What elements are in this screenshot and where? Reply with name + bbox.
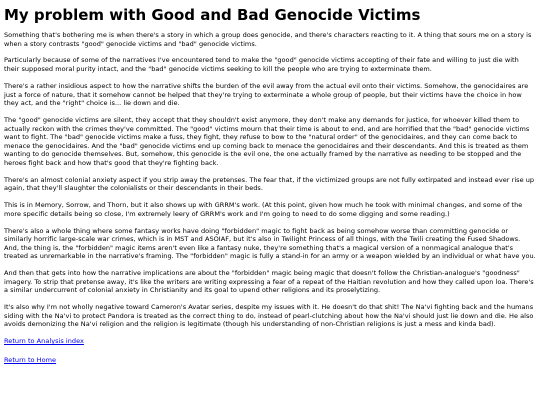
paragraph-8: And then that gets into how the narrative implications are about the "forbidden" magic being magic that doesn't follow the Christian-analogue's "goodness" imagery. To strip that pretense away, it's like the writers are writing expressing a fear of a repeat of the Haitian revolution and how they called upon loa. There's a similar undercurrent of colonial anxiety in Christianity and its goal to upend other religions and its proselytizing. (4, 269, 534, 295)
paragraph-3: There's a rather insidious aspect to how the narrative shifts the burden of the evil away from the actual evil onto their victims. Somehow, the genocidaires are just a force of nature, that it somehow cannot be helped that they're trying to exterminate a whole group of people, but their victims have the choice in how they act, and the "right" choice is... lie down and die. (4, 81, 529, 108)
page-title: My problem with Good and Bad Genocide Victims (4, 6, 421, 24)
paragraph-7: There's also a whole thing where some fantasy works have doing "forbidden" magic to fight back as being somehow worse than committing genocide or similarly horrific large-scale war crimes, which is in MST and ASOIAF, but it's also in Twilight Princess of all things, with the Twili creating the Fused Shadows. And, the thing is, the "forbidden" magic items aren't even like a fantasy nuke, they're something that's a magical version of a nonmagical analogue that's treated as unremarkable in the narrative's framing. The "forbidden" magic is fully a stand-in for an army or a weapon wielded by an individual or what have you. (4, 226, 536, 261)
analysis-link-container (4, 337, 536, 346)
paragraph-6: This is in Memory, Sorrow, and Thorn, but it also shows up with GRRM's work. (At this point, given how much he took with minimal changes, and some of the more specific details being so close, I'm extremely leery of GRRM's work and I'm going to need to do some digging and some reading.) (4, 201, 523, 218)
paragraph-2: Particularly because of some of the narratives I've encountered tend to make the "good" genocide victims accepting of their fate and willing to just die with their supposed moral purity intact, and the "bad" genocide victims seeking to kill the people who are trying to exterminate them. (4, 56, 519, 74)
return-to-home-link[interactable]: Return to Home (4, 355, 57, 364)
paragraph-5: There's an almost colonial anxiety aspect if you strip away the pretenses. The fear that, if the victimized groups are not fully extirpated and instead ever rise up again, that they'll slaughter the colonialists or their descendants in their beds. (4, 175, 535, 193)
paragraph-4: The "good" genocide victims are silent, they accept that they shouldn't exist anymore, they don't make any demands for justice, for whoever killed them to actually reckon with the crimes they've committed. The "good" victims mourn that their time is about to end, and are horrified that the "bad" genocide victims want to fight. The "bad" genocide victims make a fuss, they fight, they refuse to bow to the "natural order" of the genocidaires, and they can come back to menace the genocidaires. And the "bad" genocide victims end up coming back to menace the genocidaires and their descendants. And this is treated as them wanting to do genocide themselves. But, somehow, this genocide is the evil one, the one actually framed by the narrative as needing to be stopped and the heroes fight back and how that's good that they're fighting back. (4, 116, 530, 167)
paragraph-1: Something that's bothering me is when there's a story in which a group does genocide, and there's characters reacting to it. A thing that sours me on a story is when a story contrasts "good" genocide victims and "bad" genocide victims. (4, 31, 532, 48)
paragraph-9: It's also why I'm not wholly negative toward Cameron's Avatar series, despite my issues with it. He doesn't do that shit! The Na'vi fighting back and the humans siding with the Na'vi to protect Pandora is treated as the correct thing to do, instead of pearl-clutching about how the Na'vi should just lie down and die. He also avoids demonizing the Na'vi religion and the religion is legitimate (though his understanding of non-Christian religions is just a mess and kinda bad). (4, 303, 534, 329)
return-to-analysis-link[interactable]: Return to Analysis index (4, 337, 84, 346)
home-link-container (4, 356, 536, 365)
